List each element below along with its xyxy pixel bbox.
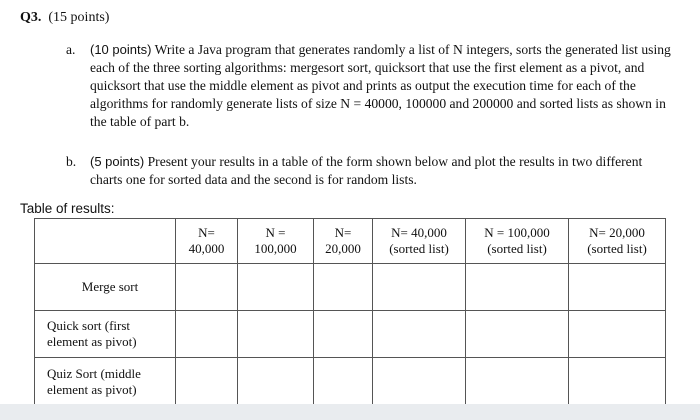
table-cell (569, 358, 666, 406)
table-cell (314, 264, 373, 311)
table-cell (238, 264, 314, 311)
header-cell: N= 40,000 (sorted list) (373, 219, 466, 264)
table-cell (569, 311, 666, 358)
row-label: Quiz Sort (middle element as pivot) (35, 358, 176, 406)
bottom-edge (0, 404, 700, 420)
table-cell (238, 311, 314, 358)
results-table (34, 218, 666, 406)
table-row (35, 358, 666, 406)
table-cell (466, 264, 569, 311)
table-cell (176, 311, 238, 358)
table-cell (314, 311, 373, 358)
header-cell: N = 100,000 (sorted list) (466, 219, 569, 264)
table-cell (373, 264, 466, 311)
table-cell (373, 311, 466, 358)
table-row (35, 311, 666, 358)
table-label: Table of results: (20, 201, 115, 216)
part-a-text: Write a Java program that generates randomly a list of N integers, sorts the generated list using each of the three sorting algorithms: mergesort sort, quicksort that use the first element as a pivot, and quicksort that use the middle element as pivot and prints as output the execution time for each of the algorithms for randomly generate lists of size N = 40000, 100000 and 200000 and sorted lists as shown in the table of part b. (90, 42, 671, 129)
table-cell (373, 358, 466, 406)
table-cell (314, 358, 373, 406)
table-cell (466, 311, 569, 358)
table-row (35, 264, 666, 311)
question-number: Q3. (20, 10, 42, 25)
header-row (35, 219, 666, 264)
corner-cell (35, 219, 176, 264)
header-cell: N= 40,000 (176, 219, 238, 264)
header-cell: N= 20,000 (sorted list) (569, 219, 666, 264)
part-b-text: Present your results in a table of the form shown below and plot the results in two different charts one for sorted data and the second is for random lists. (90, 154, 643, 187)
part-a-letter: a. (66, 42, 76, 57)
question-title (20, 10, 109, 26)
part-a-points: (10 points) (90, 42, 152, 57)
row-label: Quick sort (first element as pivot) (35, 311, 176, 358)
table-cell (176, 358, 238, 406)
part-b-points: (5 points) (90, 154, 145, 169)
header-cell: N = 100,000 (238, 219, 314, 264)
table-cell (176, 264, 238, 311)
table-cell (569, 264, 666, 311)
part-b-letter: b. (66, 154, 77, 169)
table-cell (238, 358, 314, 406)
header-cell: N= 20,000 (314, 219, 373, 264)
table-cell (466, 358, 569, 406)
row-label: Merge sort (35, 264, 176, 311)
question-points: (15 points) (48, 10, 110, 25)
